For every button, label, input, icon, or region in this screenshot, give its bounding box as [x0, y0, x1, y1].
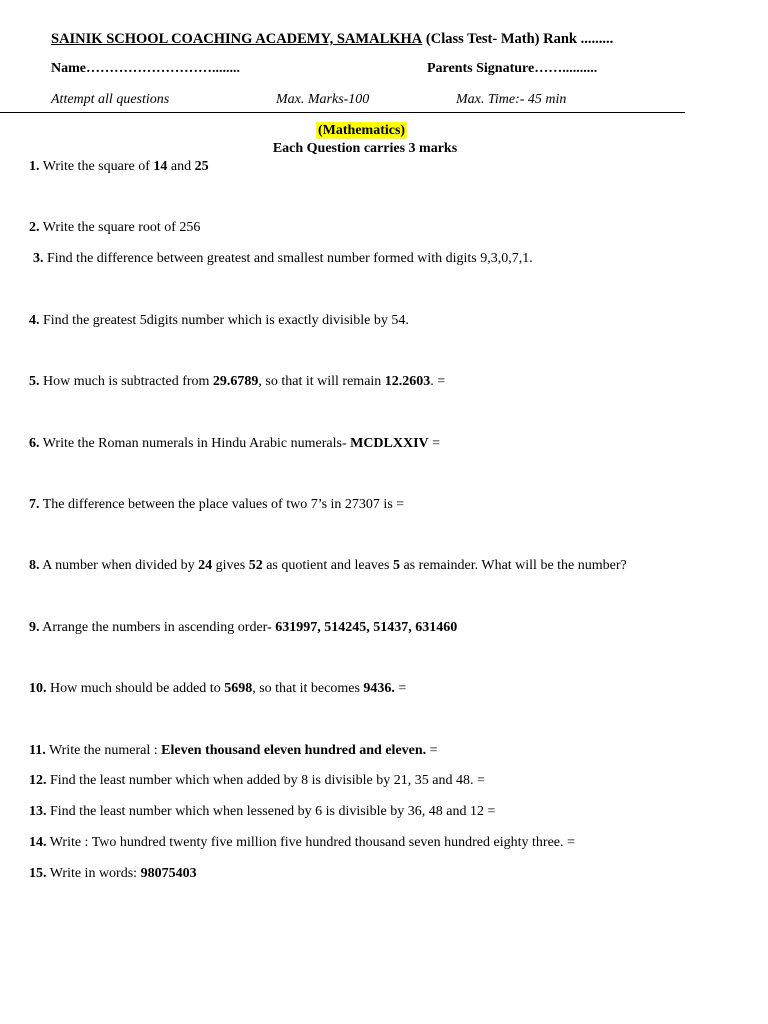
question-text: Write : Two hundred twenty five million five hundred thousand seven hundred eighty three. = [49, 835, 575, 850]
question-text: Arrange the numbers in ascending order- [42, 620, 276, 635]
question-bold-text: 631997, 514245, 51437, 631460 [275, 620, 458, 635]
question-number: 12. [29, 773, 47, 788]
question-7 [29, 496, 404, 514]
question-text: Find the least number which when lessened by 6 is divisible by 36, 48 and 12 = [50, 804, 496, 819]
question-text: The difference between the place values of two 7’s in 27307 is = [42, 497, 405, 512]
question-text: and [167, 159, 195, 174]
parents-signature-label: Parents Signature…….......... [427, 61, 598, 76]
question-text: as remainder. What will be the number? [399, 558, 627, 573]
question-bold-text: 25 [194, 159, 209, 174]
question-text: A number when divided by [42, 558, 199, 573]
question-9 [29, 619, 457, 637]
question-text: , so that it will remain [258, 374, 385, 389]
question-6 [29, 435, 440, 453]
question-bold-text: 14 [153, 159, 168, 174]
question-text: Find the least number which when added by 8 is divisible by 21, 35 and 48. = [50, 773, 485, 788]
school-name: SAINIK SCHOOL COACHING ACADEMY, SAMALKHA [51, 31, 423, 47]
question-5 [29, 373, 445, 391]
question-3 [33, 250, 533, 268]
question-14 [29, 834, 575, 852]
max-marks: Max. Marks-100 [276, 92, 370, 107]
question-8 [29, 557, 627, 575]
question-bold-text: 9436. [363, 681, 395, 696]
question-13 [29, 803, 495, 821]
question-number: 6. [29, 436, 40, 451]
question-text: gives [212, 558, 249, 573]
question-2 [29, 219, 200, 237]
question-number: 10. [29, 681, 47, 696]
instruction-text: Attempt all questions [51, 92, 170, 107]
question-bold-text: MCDLXXIV [350, 436, 429, 451]
question-text: , so that it becomes [252, 681, 364, 696]
question-text: Find the greatest 5digits number which is exactly divisible by 54. [43, 313, 409, 328]
question-number: 4. [29, 313, 40, 328]
question-number: 3. [33, 251, 44, 266]
question-bold-text: 5698 [224, 681, 253, 696]
question-12 [29, 772, 485, 790]
question-text: How much is subtracted from [43, 374, 213, 389]
question-number: 5. [29, 374, 40, 389]
question-11 [29, 742, 438, 760]
question-bold-text: 24 [198, 558, 213, 573]
question-number: 14. [29, 835, 47, 850]
question-number: 9. [29, 620, 40, 635]
question-text: Write the Roman numerals in Hindu Arabic numerals- [42, 436, 351, 451]
question-bold-text: 52 [248, 558, 263, 573]
question-number: 1. [29, 159, 40, 174]
question-text: Find the difference between greatest and smallest number formed with digits 9,3,0,7,1. [47, 251, 533, 266]
question-1 [29, 158, 209, 176]
question-text: = [426, 743, 438, 758]
question-number: 15. [29, 866, 47, 881]
question-text: as quotient and leaves [262, 558, 393, 573]
test-info: (Class Test- Math) Rank [425, 31, 577, 47]
marks-note: Each Question carries 3 marks [272, 141, 458, 156]
question-bold-text: 29.6789 [212, 374, 259, 389]
question-text: Write in words: [49, 866, 141, 881]
question-number: 11. [29, 743, 46, 758]
question-10 [29, 680, 406, 698]
question-15 [29, 865, 197, 883]
question-bold-text: 5 [392, 558, 400, 573]
header-divider [0, 112, 685, 113]
question-bold-text: 12.2603 [384, 374, 431, 389]
question-text: Write the numeral : [48, 743, 162, 758]
rank-dots: ......... [580, 31, 614, 47]
max-time: Max. Time:- 45 min [456, 92, 567, 107]
question-text: = [394, 681, 407, 696]
question-text: Write the square root of 256 [42, 220, 201, 235]
question-number: 8. [29, 558, 40, 573]
question-text: . = [430, 374, 446, 389]
question-bold-text: 98075403 [140, 866, 197, 881]
question-4 [29, 312, 409, 330]
question-text: = [428, 436, 441, 451]
question-text: How much should be added to [50, 681, 225, 696]
question-bold-text: Eleven thousand eleven hundred and eleven. [161, 743, 427, 758]
question-number: 13. [29, 804, 47, 819]
subject-heading: (Mathematics) [318, 123, 406, 138]
question-number: 2. [29, 220, 40, 235]
question-text: Write the square of [42, 159, 154, 174]
name-field-label: Name………………………........ [51, 61, 240, 76]
question-number: 7. [29, 497, 40, 512]
document-title-line [51, 30, 613, 48]
